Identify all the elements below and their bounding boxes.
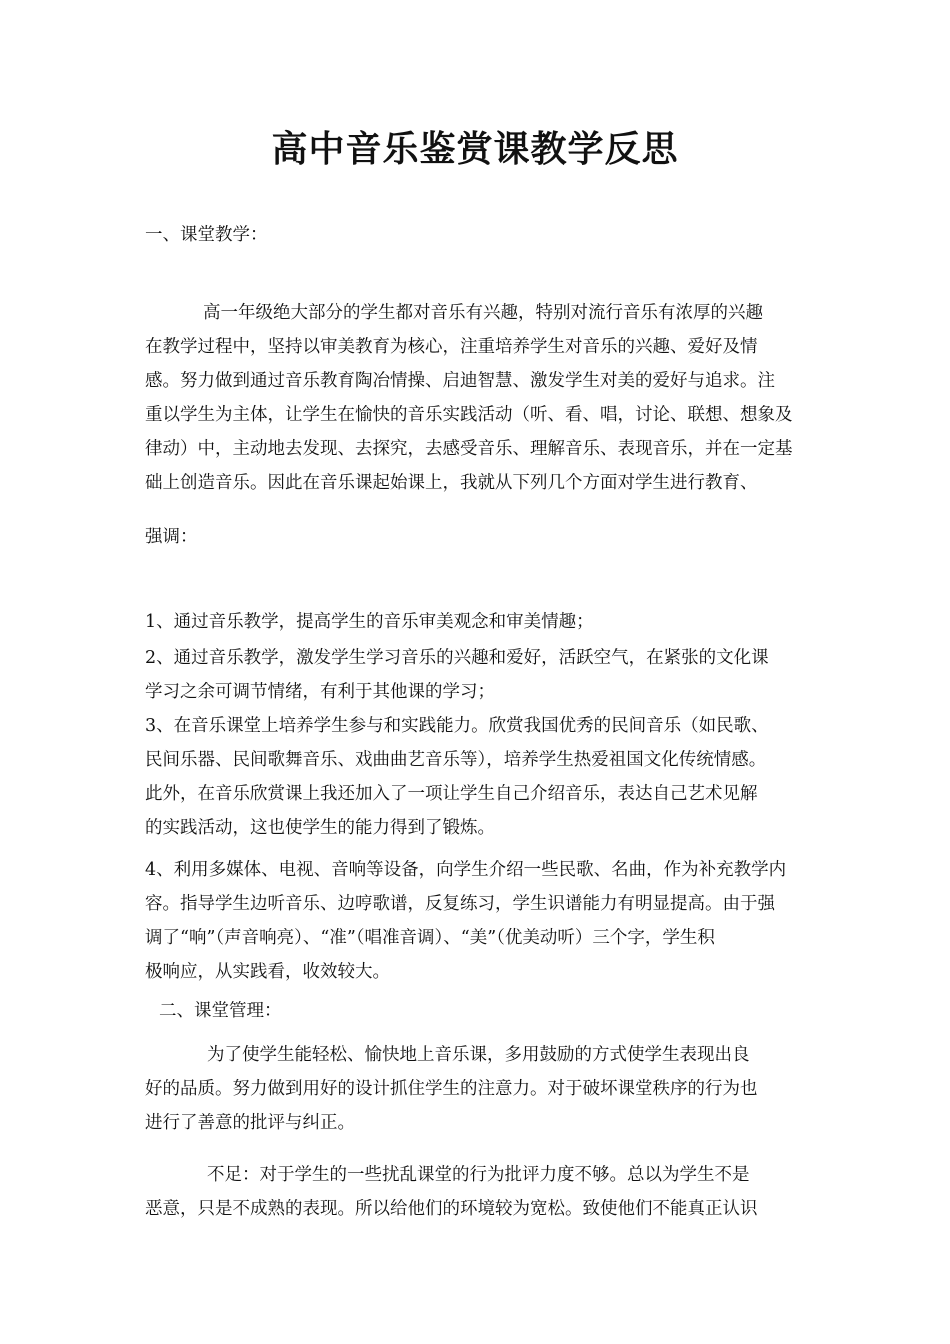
paragraph-line: 恶意，只是不成熟的表现。所以给他们的环境较为宽松。致使他们不能真正认识 <box>145 1199 758 1219</box>
section-heading-classroom-management: 二、课堂管理： <box>159 1001 282 1021</box>
paragraph-line: 进行了善意的批评与纠正。 <box>145 1113 355 1133</box>
paragraph-line: 础上创造音乐。因此在音乐课起始课上，我就从下列几个方面对学生进行教育、 <box>145 473 758 493</box>
list-item-3-continued: 此外，在音乐欣赏课上我还加入了一项让学生自己介绍音乐，表达自己艺术见解 <box>145 784 758 804</box>
paragraph-line: 为了使学生能轻松、愉快地上音乐课，多用鼓励的方式使学生表现出良 <box>207 1045 750 1065</box>
list-item-4-continued: 调了“响”（声音响亮）、“准”（唱准音调）、“美”（优美动听）三个字，学生积 <box>145 928 715 948</box>
list-item-3-continued: 的实践活动，这也使学生的能力得到了锻炼。 <box>145 818 495 838</box>
list-item-4-continued: 容。指导学生边听音乐、边哼歌谱，反复练习，学生识谱能力有明显提高。由于强 <box>145 894 775 914</box>
document-title: 高中音乐鉴赏课教学反思 <box>271 128 679 170</box>
list-item-3-continued: 民间乐器、民间歌舞音乐、戏曲曲艺音乐等），培养学生热爱祖国文化传统情感。 <box>145 750 767 770</box>
section-heading-classroom-teaching: 一、课堂教学： <box>145 225 268 245</box>
paragraph-line: 高一年级绝大部分的学生都对音乐有兴趣，特别对流行音乐有浓厚的兴趣 <box>203 303 763 323</box>
list-item-2-continued: 学习之余可调节情绪，有利于其他课的学习； <box>145 682 495 702</box>
paragraph-line: 重以学生为主体，让学生在愉快的音乐实践活动（听、看、唱，讨论、联想、想象及 <box>145 405 793 425</box>
paragraph-line: 好的品质。努力做到用好的设计抓住学生的注意力。对于破坏课堂秩序的行为也 <box>145 1079 758 1099</box>
paragraph-line: 在教学过程中，坚持以审美教育为核心，注重培养学生对音乐的兴趣、爱好及情 <box>145 337 758 357</box>
paragraph-line: 不足：对于学生的一些扰乱课堂的行为批评力度不够。总以为学生不是 <box>207 1165 750 1185</box>
list-item-2: 2、通过音乐教学，激发学生学习音乐的兴趣和爱好，活跃空气，在紧张的文化课 <box>145 648 769 668</box>
paragraph-line: 强调： <box>145 527 198 547</box>
list-item-3: 3、在音乐课堂上培养学生参与和实践能力。欣赏我国优秀的民间音乐（如民歌、 <box>145 716 769 736</box>
list-item-4: 4、利用多媒体、电视、音响等设备，向学生介绍一些民歌、名曲，作为补充教学内 <box>145 860 787 880</box>
paragraph-line: 感。努力做到通过音乐教育陶冶情操、启迪智慧、激发学生对美的爱好与追求。注 <box>145 371 775 391</box>
list-item-4-continued: 极响应，从实践看，收效较大。 <box>145 962 390 982</box>
list-item-1: 1、通过音乐教学，提高学生的音乐审美观念和审美情趣； <box>145 612 594 632</box>
paragraph-line: 律动）中，主动地去发现、去探究，去感受音乐、理解音乐、表现音乐，并在一定基 <box>145 439 793 459</box>
